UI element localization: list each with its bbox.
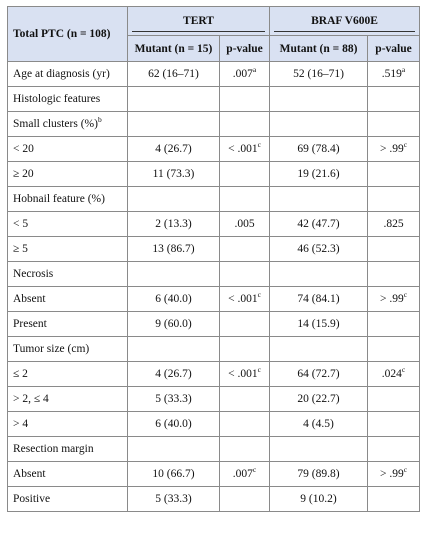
- table-row: [8, 212, 420, 237]
- row-label-text: < 20: [13, 143, 34, 155]
- group-header-tert-label: TERT: [183, 15, 214, 27]
- table-row: [8, 187, 420, 212]
- row-label: [8, 262, 128, 287]
- braf-mutant-cell: [270, 87, 368, 112]
- table-header: [8, 7, 420, 62]
- row-label-text: Hobnail feature (%): [13, 193, 105, 205]
- tert-mutant-cell-text: 6 (40.0): [155, 418, 192, 430]
- braf-pvalue-cell: [368, 212, 420, 237]
- braf-mutant-cell: [270, 462, 368, 487]
- tert-mutant-cell: [128, 337, 220, 362]
- braf-mutant-cell-text: 14 (15.9): [297, 318, 340, 330]
- braf-pvalue-cell: [368, 462, 420, 487]
- tert-pvalue-cell: [220, 412, 270, 437]
- table-row: [8, 237, 420, 262]
- footnote-marker: c: [252, 465, 257, 475]
- row-label-text: Histologic features: [13, 93, 101, 105]
- tert-mutant-cell: [128, 212, 220, 237]
- table-row: [8, 162, 420, 187]
- braf-pvalue-cell: [368, 237, 420, 262]
- tert-pvalue-cell-text: .007: [232, 468, 253, 480]
- tert-mutant-cell-text: 11 (73.3): [152, 168, 195, 180]
- tert-pvalue-cell: [220, 462, 270, 487]
- group-header-braf: [270, 7, 420, 36]
- row-label-text: Positive: [13, 493, 51, 505]
- row-label-text: Present: [13, 318, 47, 330]
- braf-mutant-cell-text: 79 (89.8): [297, 468, 340, 480]
- tert-mutant-cell: [128, 312, 220, 337]
- tert-mutant-cell: [128, 387, 220, 412]
- tert-pvalue-cell: [220, 487, 270, 512]
- braf-pvalue-cell: [368, 62, 420, 87]
- tert-mutant-cell: [128, 462, 220, 487]
- row-label: [8, 437, 128, 462]
- table-row: [8, 387, 420, 412]
- braf-mutant-cell: [270, 362, 368, 387]
- braf-mutant-cell-text: 52 (16–71): [293, 68, 344, 80]
- subheader-braf-mutant: Mutant (n = 88): [270, 36, 368, 62]
- braf-pvalue-cell: [368, 387, 420, 412]
- braf-mutant-cell: [270, 487, 368, 512]
- table-row: [8, 487, 420, 512]
- tert-pvalue-cell: [220, 287, 270, 312]
- tert-mutant-cell: [128, 62, 220, 87]
- braf-pvalue-cell-text: > .99: [379, 468, 404, 480]
- tert-mutant-cell: [128, 237, 220, 262]
- table-row: [8, 87, 420, 112]
- tert-mutant-cell-text: 2 (13.3): [155, 218, 192, 230]
- tert-pvalue-cell-text: < .001: [228, 293, 258, 305]
- tert-mutant-cell-text: 4 (26.7): [155, 143, 192, 155]
- braf-mutant-cell: [270, 437, 368, 462]
- braf-mutant-cell: [270, 62, 368, 87]
- braf-pvalue-cell-text: .825: [383, 218, 404, 230]
- braf-pvalue-cell: [368, 162, 420, 187]
- tert-mutant-cell: [128, 362, 220, 387]
- row-label-text: < 5: [13, 218, 29, 230]
- braf-mutant-cell: [270, 287, 368, 312]
- braf-pvalue-cell: [368, 87, 420, 112]
- tert-mutant-cell-text: 6 (40.0): [155, 293, 192, 305]
- row-label: [8, 287, 128, 312]
- braf-pvalue-cell: [368, 337, 420, 362]
- footnote-marker: a: [401, 65, 406, 75]
- row-label: [8, 62, 128, 87]
- tert-pvalue-cell: [220, 162, 270, 187]
- tert-pvalue-cell-text: .005: [234, 218, 255, 230]
- braf-pvalue-cell: [368, 287, 420, 312]
- row-label: [8, 362, 128, 387]
- tert-pvalue-cell: [220, 212, 270, 237]
- row-label-text: > 2, ≤ 4: [13, 393, 49, 405]
- table-row: [8, 112, 420, 137]
- group-header-braf-label: BRAF V600E: [311, 15, 378, 27]
- row-label: [8, 487, 128, 512]
- braf-pvalue-cell: [368, 487, 420, 512]
- tert-pvalue-cell-text: < .001: [228, 143, 258, 155]
- group-underline: [274, 31, 415, 32]
- table-row: [8, 312, 420, 337]
- tert-mutant-cell-text: 4 (26.7): [155, 368, 192, 380]
- tert-pvalue-cell: [220, 362, 270, 387]
- braf-mutant-cell: [270, 312, 368, 337]
- braf-mutant-cell-text: 4 (4.5): [303, 418, 334, 430]
- row-label-text: Resection margin: [13, 443, 94, 455]
- tert-mutant-cell: [128, 437, 220, 462]
- tert-mutant-cell: [128, 137, 220, 162]
- tert-mutant-cell: [128, 412, 220, 437]
- tert-mutant-cell-text: 62 (16–71): [148, 68, 199, 80]
- braf-mutant-cell: [270, 112, 368, 137]
- braf-pvalue-cell: [368, 437, 420, 462]
- row-label-text: Tumor size (cm): [13, 343, 90, 355]
- braf-mutant-cell: [270, 187, 368, 212]
- tert-mutant-cell: [128, 187, 220, 212]
- results-table-container: [7, 6, 420, 512]
- ptc-mutation-table: [7, 6, 420, 512]
- braf-pvalue-cell: [368, 412, 420, 437]
- braf-pvalue-cell: [368, 112, 420, 137]
- braf-mutant-cell-text: 20 (22.7): [297, 393, 340, 405]
- tert-pvalue-cell: [220, 237, 270, 262]
- row-label-text: Absent: [13, 293, 46, 305]
- braf-pvalue-cell-text: > .99: [379, 293, 404, 305]
- table-row: [8, 262, 420, 287]
- tert-pvalue-cell: [220, 87, 270, 112]
- row-label: [8, 237, 128, 262]
- footnote-marker: c: [403, 140, 408, 150]
- footnote-marker: c: [403, 465, 408, 475]
- tert-mutant-cell: [128, 87, 220, 112]
- tert-mutant-cell-text: 13 (86.7): [152, 243, 195, 255]
- tert-pvalue-cell: [220, 62, 270, 87]
- tert-mutant-cell: [128, 162, 220, 187]
- tert-pvalue-cell: [220, 387, 270, 412]
- braf-mutant-cell-text: 9 (10.2): [300, 493, 337, 505]
- braf-mutant-cell: [270, 212, 368, 237]
- row-label: [8, 212, 128, 237]
- row-label: [8, 112, 128, 137]
- table-row: [8, 462, 420, 487]
- braf-pvalue-cell: [368, 362, 420, 387]
- tert-mutant-cell-text: 5 (33.3): [155, 493, 192, 505]
- table-row: [8, 287, 420, 312]
- tert-pvalue-cell: [220, 437, 270, 462]
- row-label: [8, 187, 128, 212]
- footnote-marker: c: [257, 290, 261, 300]
- subheader-tert-pvalue: p-value: [220, 36, 270, 62]
- braf-pvalue-cell-text: .024: [381, 368, 402, 380]
- tert-mutant-cell-text: 5 (33.3): [155, 393, 192, 405]
- subheader-braf-pvalue: p-value: [368, 36, 420, 62]
- row-label-text: ≤ 2: [13, 368, 28, 380]
- braf-pvalue-cell: [368, 262, 420, 287]
- row-label: [8, 337, 128, 362]
- group-underline: [132, 31, 265, 32]
- row-label-text: Age at diagnosis (yr): [13, 68, 110, 80]
- tert-pvalue-cell-text: .007: [232, 68, 253, 80]
- row-label: [8, 412, 128, 437]
- subheader-tert-mutant: Mutant (n = 15): [128, 36, 220, 62]
- row-label-text: ≥ 20: [13, 168, 34, 180]
- row-label-text: Absent: [13, 468, 46, 480]
- tert-mutant-cell: [128, 287, 220, 312]
- tert-pvalue-cell: [220, 337, 270, 362]
- table-row: [8, 337, 420, 362]
- braf-mutant-cell: [270, 387, 368, 412]
- braf-mutant-cell-text: 46 (52.3): [297, 243, 340, 255]
- footnote-marker: c: [403, 290, 408, 300]
- braf-mutant-cell-text: 19 (21.6): [297, 168, 340, 180]
- braf-pvalue-cell-text: .519: [381, 68, 402, 80]
- tert-pvalue-cell-text: < .001: [228, 368, 258, 380]
- table-row: [8, 412, 420, 437]
- tert-mutant-cell-text: 10 (66.7): [152, 468, 195, 480]
- row-label: [8, 87, 128, 112]
- row-label-text: Small clusters (%): [13, 118, 98, 130]
- braf-mutant-cell: [270, 237, 368, 262]
- braf-mutant-cell-text: 69 (78.4): [297, 143, 340, 155]
- footnote-marker: c: [257, 365, 261, 375]
- braf-mutant-cell: [270, 412, 368, 437]
- braf-mutant-cell: [270, 337, 368, 362]
- table-row: [8, 362, 420, 387]
- footnote-marker: c: [257, 140, 261, 150]
- tert-pvalue-cell: [220, 137, 270, 162]
- braf-mutant-cell-text: 64 (72.7): [297, 368, 340, 380]
- group-header-tert: [128, 7, 270, 36]
- table-row: [8, 62, 420, 87]
- table-row: [8, 437, 420, 462]
- row-label: [8, 162, 128, 187]
- row-label: [8, 387, 128, 412]
- tert-pvalue-cell: [220, 187, 270, 212]
- braf-pvalue-cell: [368, 137, 420, 162]
- braf-pvalue-cell-text: > .99: [379, 143, 404, 155]
- braf-mutant-cell-text: 74 (84.1): [297, 293, 340, 305]
- footnote-marker: b: [97, 115, 102, 125]
- row-label: [8, 312, 128, 337]
- tert-mutant-cell: [128, 487, 220, 512]
- tert-mutant-cell-text: 9 (60.0): [155, 318, 192, 330]
- tert-mutant-cell: [128, 112, 220, 137]
- tert-pvalue-cell: [220, 312, 270, 337]
- table-body: [8, 62, 420, 512]
- row-label: [8, 462, 128, 487]
- braf-pvalue-cell: [368, 187, 420, 212]
- row-label: [8, 137, 128, 162]
- braf-pvalue-cell: [368, 312, 420, 337]
- tert-pvalue-cell: [220, 262, 270, 287]
- row-label-header: Total PTC (n = 108): [8, 7, 128, 62]
- row-label-text: ≥ 5: [13, 243, 28, 255]
- row-label-text: > 4: [13, 418, 29, 430]
- braf-mutant-cell: [270, 137, 368, 162]
- braf-mutant-cell: [270, 162, 368, 187]
- footnote-marker: c: [401, 365, 406, 375]
- braf-mutant-cell-text: 42 (47.7): [297, 218, 340, 230]
- braf-mutant-cell: [270, 262, 368, 287]
- tert-pvalue-cell: [220, 112, 270, 137]
- footnote-marker: a: [252, 65, 257, 75]
- row-label-text: Necrosis: [13, 268, 54, 280]
- tert-mutant-cell: [128, 262, 220, 287]
- table-row: [8, 137, 420, 162]
